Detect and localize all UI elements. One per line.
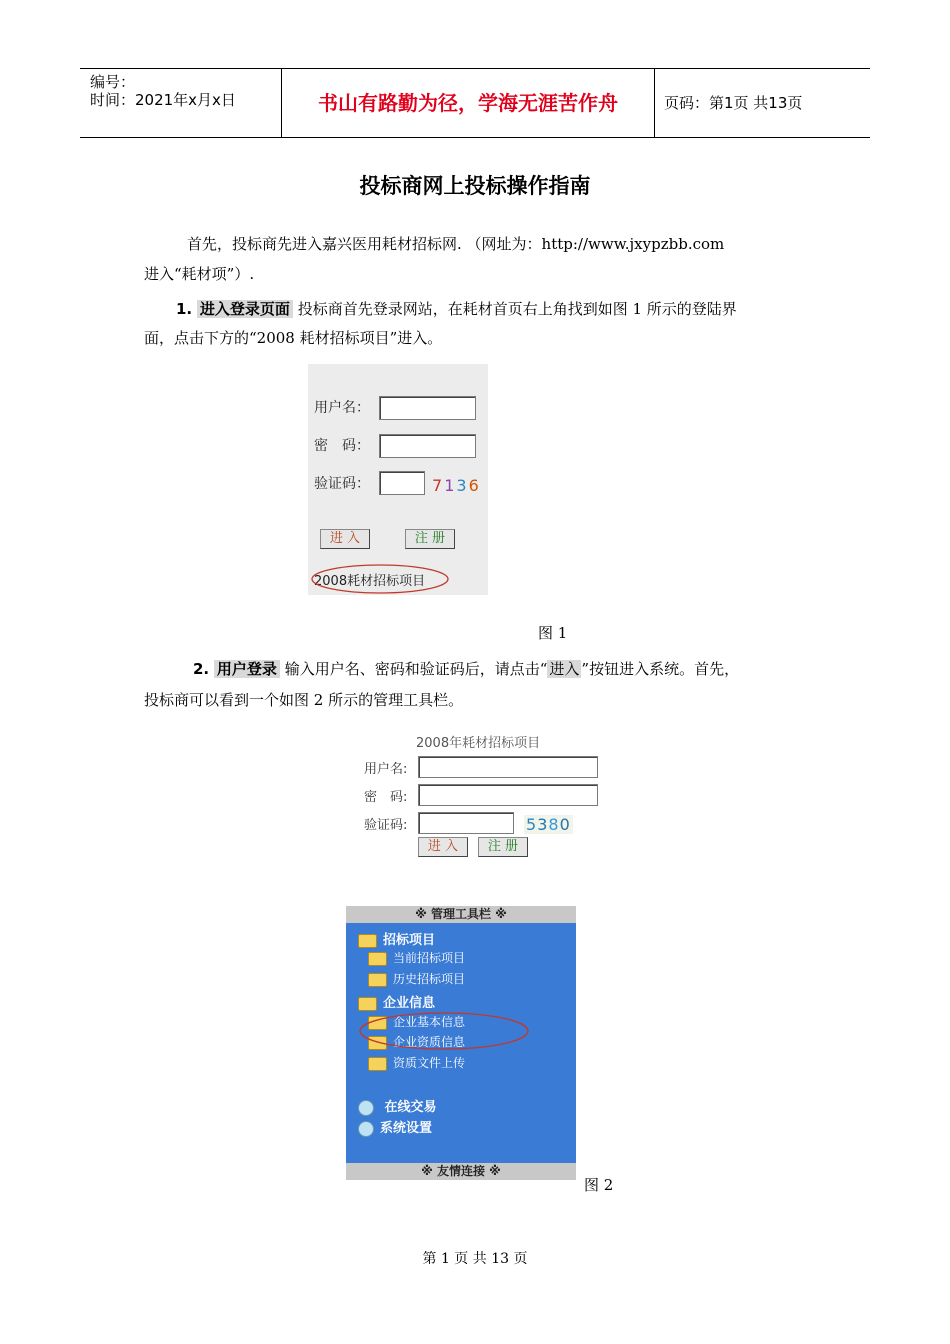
- captcha-digit: 1: [444, 476, 457, 495]
- menu-group-bidding-projects[interactable]: [358, 929, 435, 948]
- captcha-digit: 6: [468, 476, 481, 495]
- menu-group-label: 系统设置: [380, 1121, 433, 1136]
- captcha-image: [432, 476, 481, 495]
- header-meta: [90, 73, 236, 109]
- figure1-caption: 图 1: [538, 624, 568, 642]
- step2-text-b: ”按钮进入系统。首先，: [581, 660, 740, 678]
- header-motto: 书山有路勤为径，学海无涯苦作舟: [318, 91, 618, 115]
- password-label: 密 码：: [314, 438, 370, 454]
- captcha-digit: 8: [548, 815, 560, 834]
- username-label: 用户名:: [364, 762, 408, 777]
- captcha-image: [524, 815, 573, 834]
- project-link[interactable]: 2008耗材招标项目: [314, 574, 426, 589]
- step2-heading: 用户登录: [214, 660, 280, 678]
- folder-open-icon: [358, 997, 377, 1011]
- captcha-digit: 7: [432, 476, 445, 495]
- menu-item-label: 历史招标项目: [393, 972, 466, 986]
- captcha-input[interactable]: [379, 471, 425, 495]
- management-toolbar: [346, 906, 576, 1180]
- menu-group-label: 在线交易: [384, 1100, 437, 1115]
- captcha-digit: 5: [526, 815, 538, 834]
- captcha-label: 验证码:: [364, 818, 408, 833]
- menu-group-label: 招标项目: [383, 933, 436, 948]
- menu-group-system-settings[interactable]: [358, 1117, 432, 1137]
- register-button[interactable]: 注 册: [405, 529, 455, 549]
- figure2-caption: 图 2: [584, 1176, 614, 1194]
- toolbar-footer: ※ 友情连接 ※: [346, 1163, 576, 1180]
- step2-enter-word: 进入: [549, 660, 580, 678]
- login-panel-figure2: [360, 730, 610, 860]
- step1-line1: [176, 294, 737, 324]
- header-divider: [654, 69, 655, 137]
- menu-item-current-projects[interactable]: [368, 949, 465, 966]
- globe-icon: [358, 1100, 374, 1116]
- page-footer: 第 1 页 共 13 页: [422, 1251, 528, 1267]
- login-panel-figure1: [308, 364, 488, 595]
- enter-button[interactable]: 进 入: [320, 529, 370, 549]
- captcha-label: 验证码：: [314, 476, 370, 492]
- menu-item-label: 企业基本信息: [393, 1015, 466, 1029]
- page-header: [80, 68, 870, 138]
- menu-item-label: 资质文件上传: [393, 1056, 466, 1070]
- menu-group-label: 企业信息: [383, 996, 436, 1011]
- menu-group-online-trading[interactable]: [358, 1096, 437, 1116]
- menu-group-company-info[interactable]: [358, 992, 435, 1011]
- number-label: 编号：: [90, 73, 136, 91]
- step1-line2: 面，点击下方的“2008 耗材招标项目”进入。: [144, 329, 443, 347]
- enter-button[interactable]: 进 入: [418, 837, 468, 857]
- step2-text-a: 输入用户名、密码和验证码后，请点击“: [284, 660, 548, 678]
- menu-item-label: 当前招标项目: [393, 951, 466, 965]
- captcha-digit: 3: [537, 815, 549, 834]
- username-label: 用户名：: [314, 400, 370, 416]
- menu-item-history-projects[interactable]: [368, 970, 465, 987]
- time-label: 时间：2021年x月x日: [90, 91, 236, 109]
- step2-line2: 投标商可以看到一个如图 2 所示的管理工具栏。: [144, 691, 464, 709]
- step1-text1: 投标商首先登录网站，在耗材首页右上角找到如图 1 所示的登陆界: [297, 300, 737, 318]
- menu-item-upload-qualification[interactable]: [368, 1054, 465, 1071]
- intro-line2: 进入“耗材项”）.: [144, 265, 255, 283]
- step2-line1: [193, 654, 739, 684]
- intro-line1: 首先，投标商先进入嘉兴医用耗材招标网. （网址为：http://www.jxypzbb.com: [187, 235, 725, 253]
- register-button[interactable]: 注 册: [478, 837, 528, 857]
- step2-number: 2.: [193, 660, 210, 678]
- password-label: 密 码:: [364, 790, 408, 805]
- step1-number: 1.: [176, 300, 193, 318]
- folder-icon: [368, 973, 387, 987]
- captcha-input[interactable]: [418, 812, 514, 834]
- highlight-ellipse: [308, 562, 458, 596]
- header-page-info: 页码：第1页 共13页: [664, 94, 803, 112]
- captcha-digit: 0: [559, 815, 571, 834]
- captcha-digit: 3: [456, 476, 469, 495]
- folder-open-icon: [358, 934, 377, 948]
- password-input[interactable]: [418, 784, 598, 806]
- highlight-ellipse: [358, 1010, 530, 1052]
- toolbar-header: ※ 管理工具栏 ※: [346, 906, 576, 923]
- password-input[interactable]: [379, 434, 476, 458]
- document-title: 投标商网上投标操作指南: [359, 174, 591, 198]
- step1-heading: 进入登录页面: [197, 300, 293, 318]
- username-input[interactable]: [379, 396, 476, 420]
- globe-icon: [358, 1121, 374, 1137]
- username-input[interactable]: [418, 756, 598, 778]
- figure2-title: 2008年耗材招标项目: [416, 736, 541, 751]
- folder-icon: [368, 952, 387, 966]
- folder-icon: [368, 1057, 387, 1071]
- menu-item-label: 企业资质信息: [393, 1035, 466, 1049]
